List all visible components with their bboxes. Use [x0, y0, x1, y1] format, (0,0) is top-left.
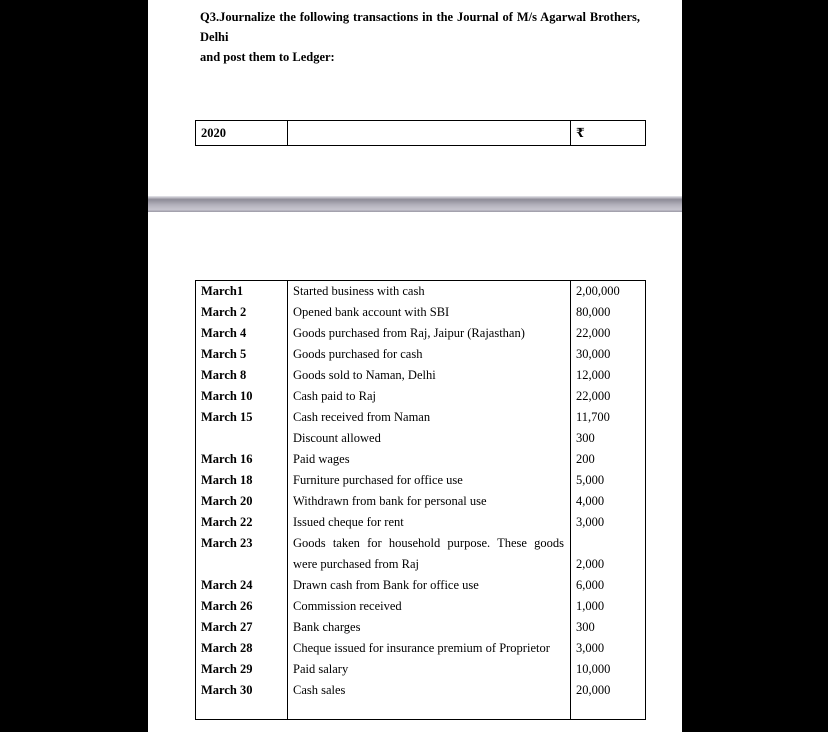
- transaction-date: March 10: [196, 386, 288, 407]
- transaction-amount: 20,000: [571, 680, 646, 701]
- transaction-amount: 11,700: [571, 407, 646, 428]
- table-row: [196, 386, 646, 407]
- page-break-divider: [148, 196, 682, 212]
- transaction-description: Drawn cash from Bank for office use: [288, 575, 571, 596]
- transaction-date: March 28: [196, 638, 288, 659]
- transaction-amount: 22,000: [571, 323, 646, 344]
- transaction-amount: 300: [571, 617, 646, 638]
- table-row: [196, 428, 646, 449]
- transaction-description: Goods purchased for cash: [288, 344, 571, 365]
- table-row: [196, 533, 646, 575]
- transaction-description: Cash paid to Raj: [288, 386, 571, 407]
- transaction-description: Paid wages: [288, 449, 571, 470]
- table-row: [196, 680, 646, 701]
- transaction-date: March 16: [196, 449, 288, 470]
- transaction-description: Cash received from Naman: [288, 407, 571, 428]
- table-row: [196, 407, 646, 428]
- transaction-description: Paid salary: [288, 659, 571, 680]
- transaction-amount: 5,000: [571, 470, 646, 491]
- transaction-description: Goods sold to Naman, Delhi: [288, 365, 571, 386]
- transaction-description: Goods purchased from Raj, Jaipur (Rajasthan): [288, 323, 571, 344]
- table-row: [196, 596, 646, 617]
- transaction-description: Commission received: [288, 596, 571, 617]
- transaction-date: March 24: [196, 575, 288, 596]
- year-header-cell: 2020: [196, 121, 288, 146]
- transaction-amount: 30,000: [571, 344, 646, 365]
- transaction-date: March1: [196, 281, 288, 303]
- document-page-1: [148, 0, 682, 196]
- transaction-description: Issued cheque for rent: [288, 512, 571, 533]
- transaction-amount: 200: [571, 449, 646, 470]
- transaction-description: [288, 701, 571, 720]
- document-page-2: [148, 212, 682, 732]
- transaction-description: Goods taken for household purpose. These goods were purchased from Raj: [288, 533, 571, 575]
- transaction-date: March 30: [196, 680, 288, 701]
- table-row: [196, 659, 646, 680]
- table-row: [196, 302, 646, 323]
- table-row: [196, 365, 646, 386]
- transaction-amount: 12,000: [571, 365, 646, 386]
- table-row: [196, 617, 646, 638]
- transaction-date: [196, 428, 288, 449]
- table-row: [196, 512, 646, 533]
- transaction-date: March 26: [196, 596, 288, 617]
- transaction-amount: 2,000: [571, 533, 646, 575]
- table-row: [196, 281, 646, 303]
- transaction-date: March 29: [196, 659, 288, 680]
- transaction-date: March 15: [196, 407, 288, 428]
- transaction-description: Cash sales: [288, 680, 571, 701]
- table-header-row: [196, 121, 646, 146]
- transaction-amount: 22,000: [571, 386, 646, 407]
- transaction-description: Furniture purchased for office use: [288, 470, 571, 491]
- table-row: [196, 470, 646, 491]
- table-row: [196, 701, 646, 720]
- description-header-cell: [288, 121, 571, 146]
- transactions-body: [196, 281, 646, 720]
- transaction-date: March 8: [196, 365, 288, 386]
- transaction-description: Discount allowed: [288, 428, 571, 449]
- transaction-amount: [571, 701, 646, 720]
- table-row: [196, 638, 646, 659]
- table-row: [196, 449, 646, 470]
- table-row: [196, 323, 646, 344]
- transaction-amount: 3,000: [571, 638, 646, 659]
- transaction-date: March 5: [196, 344, 288, 365]
- table-row: [196, 344, 646, 365]
- transaction-amount: 2,00,000: [571, 281, 646, 303]
- transaction-amount: 10,000: [571, 659, 646, 680]
- transaction-amount: 1,000: [571, 596, 646, 617]
- currency-header-cell: ₹: [571, 121, 646, 146]
- journal-header-table: [195, 120, 646, 146]
- transaction-amount: 300: [571, 428, 646, 449]
- transactions-table: [195, 280, 646, 720]
- transaction-amount: 80,000: [571, 302, 646, 323]
- question-line-2: and post them to Ledger:: [200, 50, 335, 64]
- transaction-description: Withdrawn from bank for personal use: [288, 491, 571, 512]
- transaction-date: March 2: [196, 302, 288, 323]
- question-text: [200, 7, 640, 67]
- transaction-date: March 27: [196, 617, 288, 638]
- transaction-description: Bank charges: [288, 617, 571, 638]
- question-line-1: Q3.Journalize the following transactions in the Journal of M/s Agarwal Brothers, Delhi: [200, 10, 640, 44]
- transaction-amount: 3,000: [571, 512, 646, 533]
- transaction-date: March 18: [196, 470, 288, 491]
- transaction-amount: 6,000: [571, 575, 646, 596]
- transaction-date: March 22: [196, 512, 288, 533]
- transaction-description: Started business with cash: [288, 281, 571, 303]
- transaction-date: March 23: [196, 533, 288, 575]
- table-row: [196, 575, 646, 596]
- table-row: [196, 491, 646, 512]
- transaction-amount: 4,000: [571, 491, 646, 512]
- transaction-date: [196, 701, 288, 720]
- transaction-description: Opened bank account with SBI: [288, 302, 571, 323]
- transaction-date: March 20: [196, 491, 288, 512]
- transaction-description: Cheque issued for insurance premium of Proprietor: [288, 638, 571, 659]
- transaction-date: March 4: [196, 323, 288, 344]
